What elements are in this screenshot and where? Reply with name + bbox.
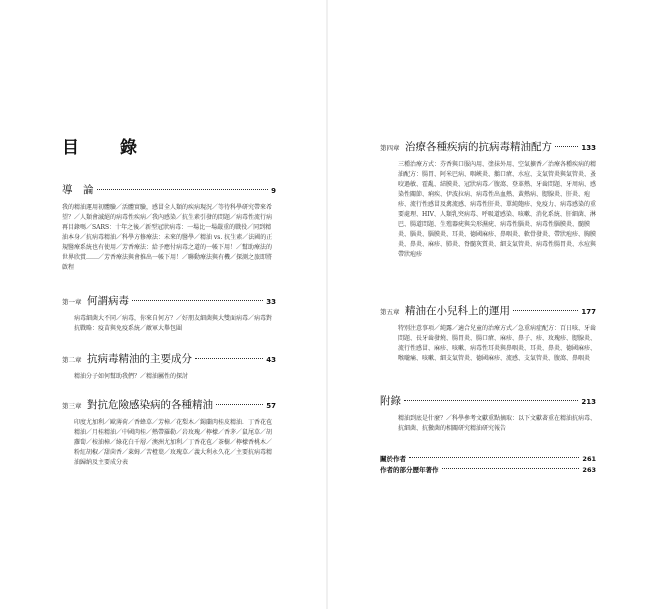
- chapter-4-entry[interactable]: [380, 139, 596, 260]
- chapter-number: 第四章: [380, 144, 400, 152]
- intro-desc: 我的精油運用初體驗／活體實驗，感冒全人類的疾病現況／等待科學研究帶來希望？／人類會滅絕的病毒性疾病／我內感染／抗生素引發的問題／病毒性流行病再目錄嗎／SARS：十年之後／新型冠狀病毒：一場比一場嚴重的戰役／同到精油本身／抗病毒精油／科學方修療法：未來的醫學／精油 vs. 抗生素／法國的正規醫療系統也有使用／芳香療法：給予應付病毒之道的一帳下用！／幫助療法的世界欣賞……／芳香療法與會推出一帳下用！／聯動療法與有機／探測之旅即將啟程: [62, 204, 273, 271]
- about-author-page: 261: [582, 455, 596, 463]
- dot-leader: [404, 400, 578, 401]
- chapter-desc: 精油分子如何幫助我們？／精油屬性的探討: [74, 373, 189, 380]
- dot-leader: [409, 457, 579, 458]
- chapter-number: 第三章: [62, 402, 82, 410]
- chapter-desc: 特別注意事項／純露／適合兒童的治療方式／急重病症配方：百日咳、牙齒問題、長牙齒發燒、腸胃炎、腸口瘡、麻疹、鼻子、疹、玫瑰疹、腮腺炎、流行性感冒、麻疹、咳嗽、病毒性耳炎與鼻咽炎、耳炎、鼻炎、德國麻疹、喉嚨痛、咳嗽、細支氣管炎、德國麻疹、流感、支氣管炎、腹瀉、鼻咽炎: [398, 325, 597, 362]
- chapter-5-entry[interactable]: [380, 303, 596, 364]
- toc-title: 目 錄: [62, 138, 149, 158]
- right-page: [328, 0, 655, 609]
- dot-leader: [132, 300, 263, 301]
- chapter-title: 治療各種疾病的抗病毒精油配方: [405, 141, 552, 153]
- author-works-page: 263: [582, 466, 596, 474]
- chapter-title: 精油在小兒科上的運用: [405, 305, 510, 317]
- appendix-desc: 精油到底是什麼？／科學參考文獻重點摘取：以下文獻著重在精油抗病毒、抗細菌、抗黴菌的相關研究精油研究報告: [398, 415, 597, 432]
- dot-leader: [97, 189, 269, 190]
- chapter-desc: 三種治療方式：芬香與口服內用、塗抹外用、空氣擴香／治療各種疾病的精油配方：腸胃、阿米巴病、咽峽炎、鵝口瘡、水痘、支氣管炎與氣管炎、蚤咬過敏、霍亂、結膜炎、冠狀病毒／腹瀉、登革熱、牙齒問題、牙周病、感染性關節、痢疾、伊波拉病、病毒性出血熱、黃熱病、腮腺炎、肝炎、疱疹、流行性感冒及禽流感、病毒性肝炎、單純皰疹、免疫力、病毒感染的重要處理、HIV、人類乳突病毒、呼吸道感染、咳嗽、消化系統、肝細菌、淋巴、腸道問題、生殖器疣與尖形濕疣、病毒性腦炎、病毒性腦膜炎、髓膜炎、腦炎、腦膜炎、耳炎、德國麻疹、鼻咽炎、軟骨發炎、帶狀疱疹、胸膜炎、鼻炎、麻疹、肺炎、脊髓灰質炎、細支氣管炎、病毒性腸胃炎、水痘與帶狀疱疹: [398, 161, 597, 258]
- dot-leader: [195, 358, 263, 359]
- chapter-number: 第五章: [380, 308, 400, 316]
- chapter-3-entry[interactable]: [62, 397, 276, 468]
- appendix-entry[interactable]: [380, 393, 596, 434]
- chapter-desc: 印度尤加利／歐薄荷／香蜂草／芳樟／花梨木／錫蘭肉桂皮精油．丁香花苞精油／月桂精油／中國肉桂／熱帶羅勒／岩玫瑰／檸檬／香茅／鼠尾草／胡蘿蔔／桉油樟／綠花白千層／澳洲尤加利／丁香花苞／茶樹／檸檬香桃木／粉紅胡椒／甜茴香／萊姆／苦橙葉／玫瑰草／義大利永久花／主要抗病毒精油歸納及主要成分表: [74, 419, 273, 466]
- chapter-page: 43: [266, 356, 276, 364]
- chapter-title: 對抗危險感染病的各種精油: [87, 399, 213, 411]
- left-page: [0, 0, 327, 609]
- chapter-2-entry[interactable]: [62, 351, 276, 382]
- chapter-page: 57: [266, 402, 276, 410]
- chapter-title: 何謂病毒: [87, 295, 129, 307]
- intro-entry[interactable]: [62, 182, 276, 273]
- dot-leader: [442, 468, 580, 469]
- about-author-label: 關於作者: [380, 455, 406, 463]
- chapter-page: 177: [581, 308, 596, 316]
- chapter-number: 第一章: [62, 298, 82, 306]
- author-works-entry[interactable]: [380, 465, 596, 474]
- chapter-number: 第二章: [62, 356, 82, 364]
- about-author-entry[interactable]: [380, 454, 596, 463]
- chapter-page: 33: [266, 298, 276, 306]
- dot-leader: [216, 404, 263, 405]
- author-works-label: 作者的部分歷年著作: [380, 466, 439, 474]
- chapter-page: 133: [581, 144, 596, 152]
- intro-title: 導 論: [62, 184, 94, 196]
- chapter-desc: 病毒細菌大不同／病毒，你來自何方？／好朋友細菌與大雙面病毒／病毒對抗戰略：疫苗與免疫系統／敵軍大舉包圍: [74, 315, 273, 332]
- chapter-title: 抗病毒精油的主要成分: [87, 353, 192, 365]
- dot-leader: [513, 310, 578, 311]
- chapter-1-entry[interactable]: [62, 293, 276, 334]
- dot-leader: [555, 146, 578, 147]
- appendix-page: 213: [581, 398, 596, 406]
- appendix-title: 附錄: [380, 395, 401, 407]
- intro-page: 9: [271, 187, 276, 195]
